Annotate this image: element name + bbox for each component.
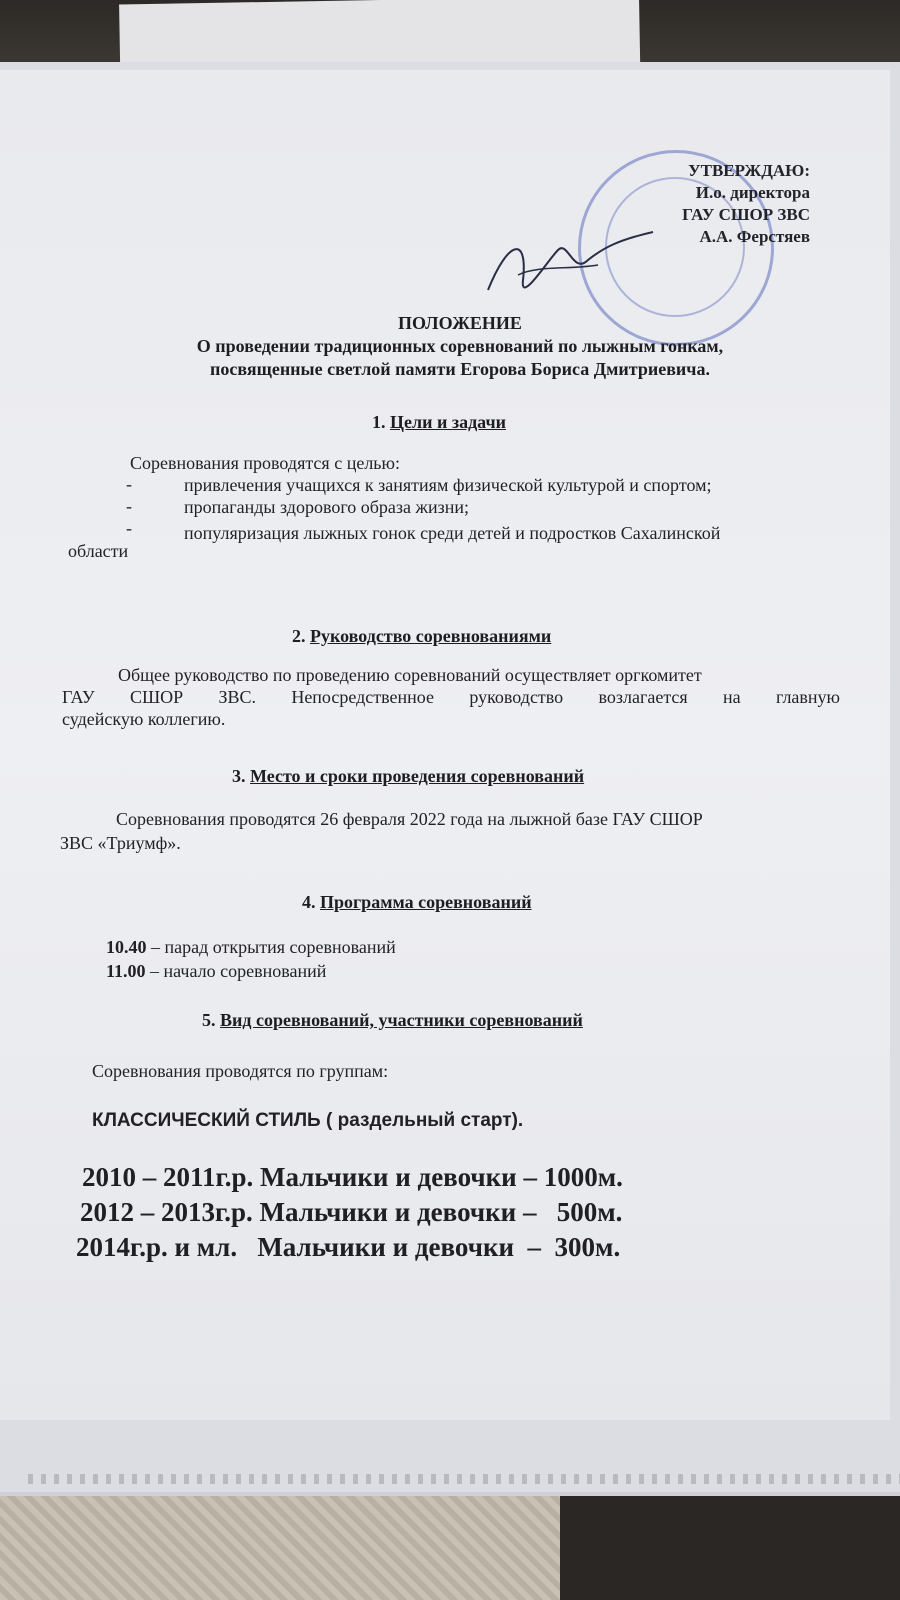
- section-2-heading: [292, 626, 551, 647]
- program-item-1: [106, 936, 396, 958]
- bullet-dash: -: [126, 496, 132, 516]
- section-1-number: 1.: [372, 412, 386, 432]
- section-1-bullet-1: привлечения учащихся к занятиям физической культурой и спортом;: [184, 475, 712, 495]
- section-5-number: 5.: [202, 1010, 216, 1030]
- bullet-dash: -: [126, 474, 132, 494]
- approval-line-3: ГАУ СШОР ЗВС: [682, 205, 810, 224]
- document-title: ПОЛОЖЕНИЕ: [398, 313, 522, 333]
- document-page: [0, 70, 890, 1420]
- section-3-line-2: ЗВС «Триумф».: [60, 833, 181, 853]
- bullet-dash: -: [126, 518, 132, 538]
- section-3-number: 3.: [232, 766, 246, 786]
- section-3-line-1: Соревнования проводятся 26 февраля 2022 года на лыжной базе ГАУ СШОР: [116, 809, 703, 829]
- document-subtitle-2: посвященные светлой памяти Егорова Бориса Дмитриевича.: [210, 359, 710, 379]
- section-2-number: 2.: [292, 626, 306, 646]
- background-shadow: [560, 1480, 900, 1600]
- section-4-title: Программа соревнований: [320, 892, 532, 912]
- approval-block: [600, 160, 810, 248]
- age-group-2: 2012 – 2013г.р. Мальчики и девочки – 500м.: [80, 1197, 623, 1227]
- approval-line-1: УТВЕРЖДАЮ:: [688, 161, 810, 180]
- section-2-line-3: судейскую коллегию.: [62, 709, 226, 729]
- program-text-2: – начало соревнований: [145, 961, 327, 981]
- program-item-2: [106, 960, 326, 982]
- approval-line-2: И.о. директора: [695, 183, 810, 202]
- section-2-title: Руководство соревнованиями: [310, 626, 552, 646]
- section-1-bullet-2: пропаганды здорового образа жизни;: [184, 497, 469, 517]
- age-group-3: 2014г.р. и мл. Мальчики и девочки – 300м.: [76, 1232, 621, 1262]
- section-2-line-2: ГАУ СШОР ЗВС. Непосредственное руководство возлагается на главную: [62, 687, 840, 707]
- document-subtitle-1: О проведении традиционных соревнований по лыжным гонкам,: [196, 336, 724, 356]
- approval-line-4: А.А. Ферстяев: [699, 227, 810, 246]
- section-1-intro: Соревнования проводятся с целью:: [130, 453, 400, 473]
- age-group-1: 2010 – 2011г.р. Мальчики и девочки – 1000м.: [82, 1162, 623, 1192]
- section-3-heading: [232, 766, 584, 787]
- section-4-heading: [302, 892, 532, 913]
- program-text-1: – парад открытия соревнований: [146, 937, 396, 957]
- section-5-title: Вид соревнований, участники соревнований: [220, 1010, 583, 1030]
- section-4-number: 4.: [302, 892, 316, 912]
- document-title-block: [100, 312, 820, 381]
- program-time-2: 11.00: [106, 961, 146, 981]
- competition-style: КЛАССИЧЕСКИЙ СТИЛЬ ( раздельный старт).: [92, 1110, 524, 1131]
- program-time-1: 10.40: [106, 937, 147, 957]
- section-1-bullet-3: популяризация лыжных гонок среди детей и подростков Сахалинской: [184, 523, 721, 543]
- section-5-heading: [202, 1010, 583, 1031]
- section-1-title: Цели и задачи: [390, 412, 506, 432]
- section-2-line-1: Общее руководство по проведению соревнований осуществляет оргкомитет: [118, 665, 702, 685]
- section-3-title: Место и сроки проведения соревнований: [250, 766, 585, 786]
- section-1-tail: области: [68, 541, 129, 561]
- section-5-intro: Соревнования проводятся по группам:: [92, 1061, 389, 1081]
- section-1-heading: [372, 412, 506, 433]
- sleeve-perforation: [20, 1474, 900, 1484]
